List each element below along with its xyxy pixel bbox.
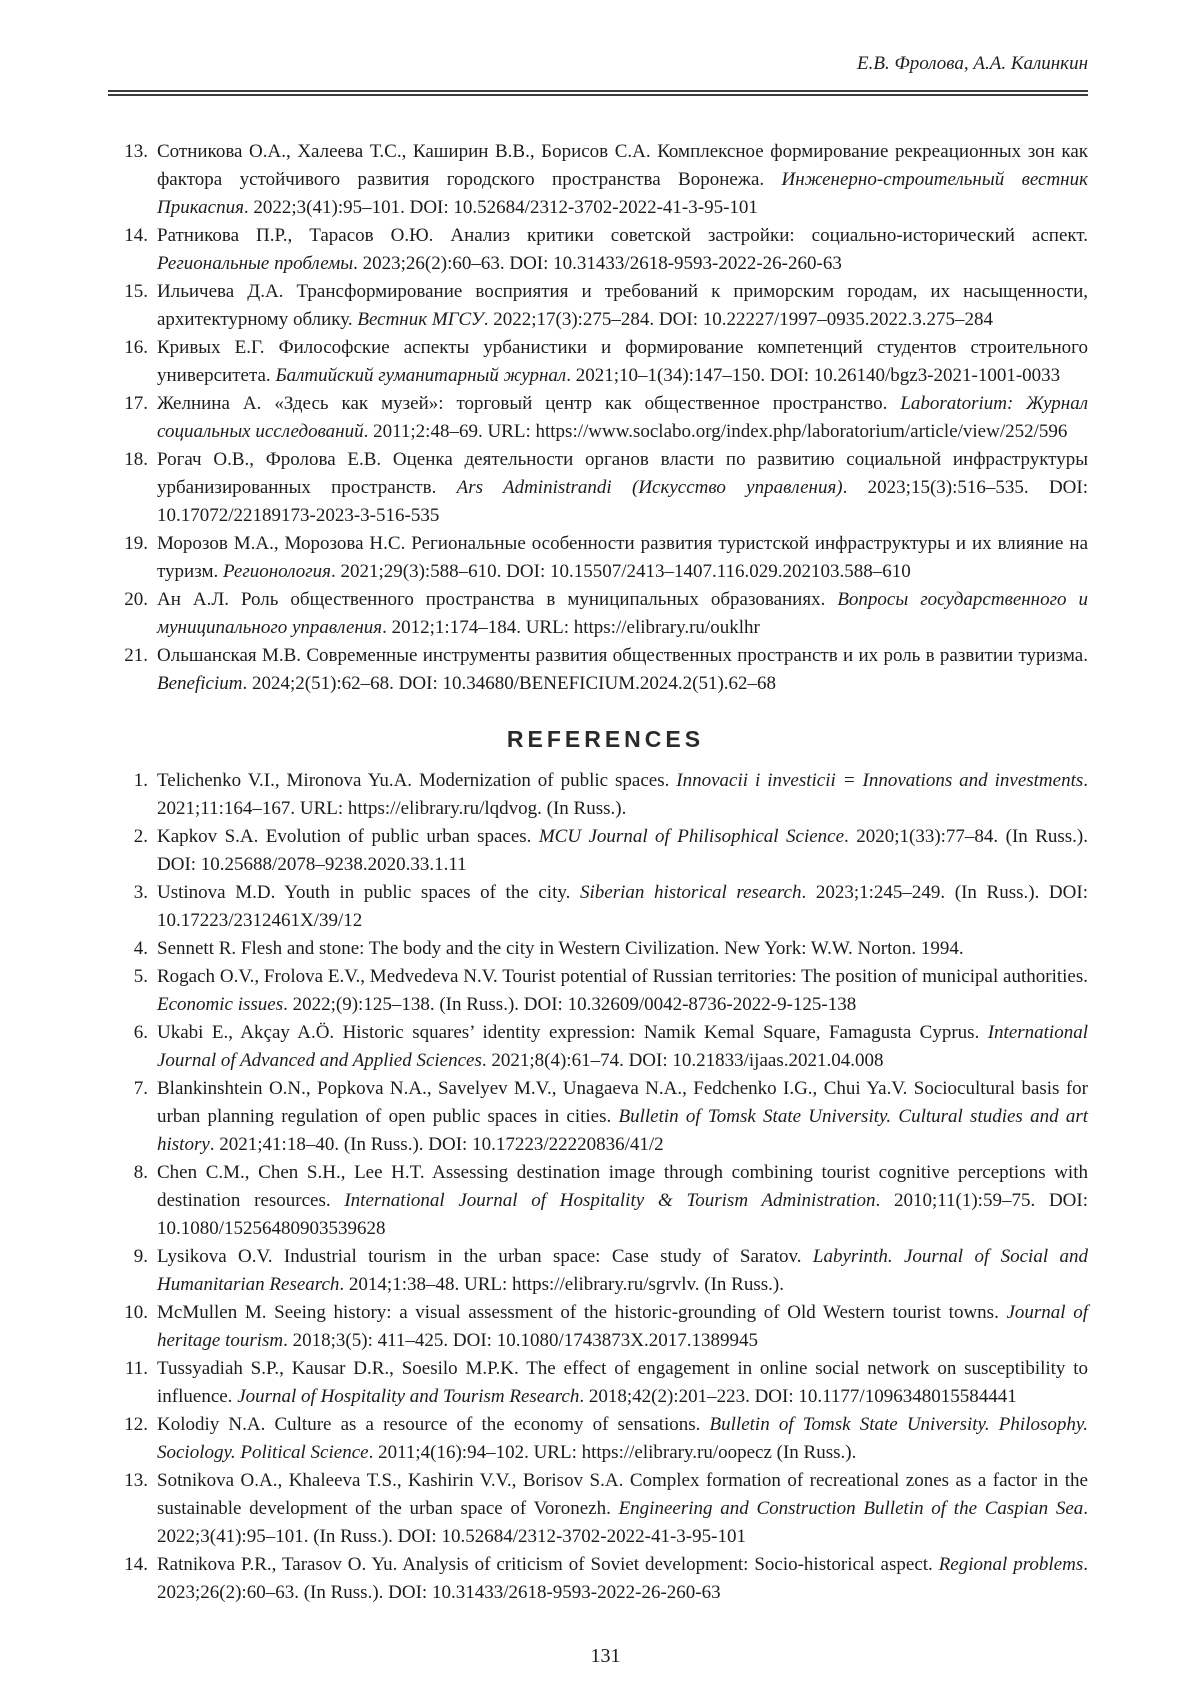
reference-number: 11. <box>124 1358 148 1379</box>
reference-segment: Морозов М.А., Морозова Н.С. Региональные особенности развития туристской инфраструктуры и их влияние на туризм. <box>157 533 1088 582</box>
reference-number: 19. <box>124 533 148 554</box>
reference-number: 1. <box>133 770 148 791</box>
journal-title: Вестник МГСУ <box>357 309 484 330</box>
reference-text <box>157 334 1088 390</box>
reference-segment: . 2020;1(33):77–84. (In Russ.). DOI: 10.25688/2078–9238.2020.33.1.11 <box>157 826 1088 875</box>
journal-title: Siberian historical research <box>579 882 802 903</box>
journal-title: Journal of heritage tourism <box>157 1302 1088 1351</box>
reference-segment: Tussyadiah S.P., Kausar D.R., Soesilo M.P.K. The effect of engagement in online social network on susceptibility to influence. <box>157 1358 1088 1407</box>
reference-segment: . 2021;11:164–167. URL: https://elibrary.ru/lqdvog. (In Russ.). <box>157 770 1088 819</box>
reference-segment: . 2021;8(4):61–74. DOI: 10.21833/ijaas.2021.04.008 <box>481 1050 884 1071</box>
reference-item <box>123 767 1088 823</box>
reference-item <box>123 1355 1088 1411</box>
reference-text <box>157 1299 1088 1355</box>
reference-text <box>157 446 1088 530</box>
reference-number: 14. <box>124 1554 148 1575</box>
reference-text <box>157 1019 1088 1075</box>
journal-title: Региональные проблемы <box>157 253 354 274</box>
reference-segment: Lysikova O.V. Industrial tourism in the urban space: Case study of Saratov. <box>157 1246 813 1267</box>
reference-number: 16. <box>124 337 148 358</box>
journal-title: Регионология <box>222 561 331 582</box>
journal-title: Bulletin of Tomsk State University. Philosophy. Sociology. Political Science <box>157 1414 1088 1463</box>
reference-segment: . 2022;(9):125–138. (In Russ.). DOI: 10.32609/0042-8736-2022-9-125-138 <box>283 994 857 1015</box>
reference-segment: . 2011;2:48–69. URL: https://www.soclabo.org/index.php/laboratorium/article/view/252/596 <box>363 421 1068 442</box>
reference-number: 9. <box>133 1246 148 1267</box>
reference-segment: . 2022;3(41):95–101. DOI: 10.52684/2312-3702-2022-41-3-95-101 <box>243 197 758 218</box>
reference-segment: Ильичева Д.А. Трансформирование восприятия и требований к приморским городам, их насыщенности, архитектурному облику. <box>157 281 1088 330</box>
reference-segment: . 2012;1:174–184. URL: https://elibrary.ru/ouklhr <box>382 617 760 638</box>
journal-title: International Journal of Hospitality & Tourism Administration <box>344 1190 876 1211</box>
reference-item <box>123 1411 1088 1467</box>
reference-text <box>157 1355 1088 1411</box>
reference-segment: . 2021;41:18–40. (In Russ.). DOI: 10.17223/22220836/41/2 <box>209 1134 664 1155</box>
journal-title: Innovacii i investicii = Innovations and investments <box>676 770 1084 791</box>
journal-title: Economic issues <box>157 994 284 1015</box>
reference-text <box>157 1467 1088 1551</box>
reference-number: 3. <box>133 882 148 903</box>
reference-text <box>157 390 1088 446</box>
journal-title: MCU Journal of Philisophical Science <box>538 826 845 847</box>
reference-segment: Сотникова О.А., Халеева Т.С., Каширин В.В., Борисов С.А. Комплексное формирование рекреационных зон как фактора устойчивого развития городского пространства Воронежа. <box>157 141 1088 190</box>
reference-number: 5. <box>133 966 148 987</box>
reference-text <box>157 138 1088 222</box>
reference-number: 8. <box>133 1162 148 1183</box>
reference-segment: Ратникова П.Р., Тарасов О.Ю. Анализ критики советской застройки: социально-исторический аспект. <box>157 225 1088 246</box>
reference-item <box>123 138 1088 222</box>
reference-item <box>123 222 1088 278</box>
reference-item <box>123 530 1088 586</box>
reference-item <box>123 1243 1088 1299</box>
reference-text <box>157 222 1088 278</box>
references-heading: REFERENCES <box>506 726 705 752</box>
reference-item <box>123 390 1088 446</box>
reference-item <box>123 642 1088 698</box>
reference-item <box>123 1299 1088 1355</box>
reference-segment: Желнина А. «Здесь как музей»: торговый центр как общественное пространство. <box>157 393 901 414</box>
reference-segment: . 2023;26(2):60–63. (In Russ.). DOI: 10.31433/2618-9593-2022-26-260-63 <box>157 1554 1088 1603</box>
reference-segment: Ан А.Л. Роль общественного пространства в муниципальных образованиях. <box>157 589 838 610</box>
reference-segment: . 2018;3(5): 411–425. DOI: 10.1080/1743873X.2017.1389945 <box>283 1330 758 1351</box>
journal-title: Beneficium <box>157 673 243 694</box>
reference-segment: Sennett R. Flesh and stone: The body and the city in Western Civilization. New York: W.W. Norton. 1994. <box>157 938 964 959</box>
journal-title: Вопросы государственного и муниципального управления <box>157 589 1089 638</box>
reference-segment: Ukabi E., Akçay A.Ö. Historic squares’ identity expression: Namik Kemal Square, Famagusta Cyprus. <box>157 1022 988 1043</box>
reference-number: 2. <box>133 826 148 847</box>
journal-title: Bulletin of Tomsk State University. Cultural studies and art history <box>157 1106 1088 1155</box>
journal-title: Journal of Hospitality and Tourism Research <box>237 1386 580 1407</box>
reference-item <box>123 1467 1088 1551</box>
journal-title: Laboratorium: Журнал социальных исследований <box>157 393 1088 442</box>
reference-item <box>123 1019 1088 1075</box>
reference-segment: . 2018;42(2):201–223. DOI: 10.1177/1096348015584441 <box>579 1386 1017 1407</box>
reference-text <box>157 586 1088 642</box>
authors-header: Е.В. Фролова, А.А. Калинкин <box>856 53 1088 74</box>
reference-segment: Кривых Е.Г. Философские аспекты урбанистики и формирование компетенций студентов строительного университета. <box>157 337 1088 386</box>
reference-segment: . 2024;2(51):62–68. DOI: 10.34680/BENEFICIUM.2024.2(51).62–68 <box>242 673 777 694</box>
reference-item <box>123 446 1088 530</box>
reference-segment: . 2021;10–1(34):147–150. DOI: 10.26140/bgz3-2021-1001-0033 <box>566 365 1061 386</box>
reference-segment: . 2023;1:245–249. (In Russ.). DOI: 10.17223/2312461X/39/12 <box>157 882 1088 931</box>
journal-title: International Journal of Advanced and Applied Sciences <box>157 1022 1088 1071</box>
reference-number: 15. <box>124 281 148 302</box>
journal-title: Regional problems <box>938 1554 1084 1575</box>
reference-number: 6. <box>133 1022 148 1043</box>
page-number: 131 <box>590 1645 621 1667</box>
reference-segment: . 2022;17(3):275–284. DOI: 10.22227/1997–0935.2022.3.275–284 <box>483 309 994 330</box>
reference-segment: . 2010;11(1):59–75. DOI: 10.1080/15256480903539628 <box>157 1190 1089 1239</box>
reference-item <box>123 879 1088 935</box>
reference-text <box>157 935 1088 963</box>
reference-item <box>123 1159 1088 1243</box>
russian-reference-list <box>123 138 1088 698</box>
reference-item <box>123 334 1088 390</box>
reference-text <box>157 1411 1088 1467</box>
reference-segment: . 2021;29(3):588–610. DOI: 10.15507/2413–1407.116.029.202103.588–610 <box>330 561 911 582</box>
reference-item <box>123 278 1088 334</box>
reference-segment: Рогач О.В., Фролова Е.В. Оценка деятельности органов власти по развитию социальной инфраструктуры урбанизированных пространств. <box>157 449 1088 498</box>
reference-segment: . 2014;1:38–48. URL: https://elibrary.ru/sgrvlv. (In Russ.). <box>339 1274 784 1295</box>
reference-text <box>157 1159 1088 1243</box>
reference-item <box>123 586 1088 642</box>
reference-text <box>157 1243 1088 1299</box>
reference-text <box>157 823 1088 879</box>
reference-segment: Chen C.M., Chen S.H., Lee H.T. Assessing destination image through combining tourist cognitive perceptions with destination resources. <box>157 1162 1088 1211</box>
reference-segment: Ustinova M.D. Youth in public spaces of the city. <box>157 882 580 903</box>
reference-text <box>157 530 1088 586</box>
reference-segment: Rogach O.V., Frolova E.V., Medvedeva N.V. Tourist potential of Russian territories: The position of municipal authorities. <box>157 966 1088 987</box>
reference-segment: Kolodiy N.A. Culture as a resource of the economy of sensations. <box>157 1414 710 1435</box>
reference-segment: Telichenko V.I., Mironova Yu.A. Modernization of public spaces. <box>157 770 677 791</box>
journal-title: Labyrinth. Journal of Social and Humanitarian Research <box>157 1246 1088 1295</box>
reference-segment: Sotnikova O.A., Khaleeva T.S., Kashirin V.V., Borisov S.A. Complex formation of recreational zones as a factor in the sustainable development of the urban space of Voronezh. <box>157 1470 1088 1519</box>
reference-segment: Ольшанская М.В. Современные инструменты развития общественных пространств и их роль в развитии туризма. <box>157 645 1088 666</box>
reference-text <box>157 963 1088 1019</box>
reference-number: 7. <box>133 1078 148 1099</box>
reference-number: 17. <box>124 393 148 414</box>
journal-title: Ars Administrandi (Искусство управления) <box>456 477 843 498</box>
reference-item <box>123 1551 1088 1607</box>
reference-text <box>157 278 1088 334</box>
reference-number: 4. <box>133 938 148 959</box>
journal-title: Балтийский гуманитарный журнал <box>275 365 567 386</box>
reference-segment: . 2011;4(16):94–102. URL: https://elibrary.ru/oopecz (In Russ.). <box>368 1442 857 1463</box>
reference-segment: . 2022;3(41):95–101. (In Russ.). DOI: 10.52684/2312-3702-2022-41-3-95-101 <box>157 1498 1088 1547</box>
reference-text <box>157 1551 1088 1607</box>
reference-segment: Blankinshtein O.N., Popkova N.A., Savelyev M.V., Unagaeva N.A., Fedchenko I.G., Chui Ya.V. Sociocultural basis for urban planning regulation of open public spaces in cities. <box>157 1078 1088 1127</box>
reference-segment: . 2023;26(2):60–63. DOI: 10.31433/2618-9593-2022-26-260-63 <box>353 253 842 274</box>
reference-item <box>123 1075 1088 1159</box>
reference-number: 10. <box>124 1302 148 1323</box>
header-rule <box>108 90 1088 96</box>
journal-title: Инженерно-строительный вестник Прикаспия <box>157 169 1088 218</box>
reference-segment: . 2023;15(3):516–535. DOI: 10.17072/22189173-2023-3-516-535 <box>157 477 1088 526</box>
reference-segment: Kapkov S.A. Evolution of public urban spaces. <box>157 826 539 847</box>
reference-number: 13. <box>124 141 148 162</box>
reference-text <box>157 767 1088 823</box>
reference-text <box>157 1075 1088 1159</box>
reference-item <box>123 963 1088 1019</box>
english-reference-list <box>123 767 1088 1607</box>
journal-title: Engineering and Construction Bulletin of the Caspian Sea <box>618 1498 1084 1519</box>
reference-text <box>157 879 1088 935</box>
reference-number: 18. <box>124 449 148 470</box>
reference-number: 12. <box>124 1414 148 1435</box>
reference-segment: McMullen M. Seeing history: a visual assessment of the historic-grounding of Old Western tourist towns. <box>157 1302 1007 1323</box>
reference-number: 14. <box>124 225 148 246</box>
reference-number: 20. <box>124 589 148 610</box>
reference-number: 13. <box>124 1470 148 1491</box>
reference-item <box>123 823 1088 879</box>
reference-item <box>123 935 1088 963</box>
reference-number: 21. <box>124 645 148 666</box>
reference-text <box>157 642 1088 698</box>
reference-segment: Ratnikova P.R., Tarasov O. Yu. Analysis of criticism of Soviet development: Socio-historical aspect. <box>157 1554 939 1575</box>
